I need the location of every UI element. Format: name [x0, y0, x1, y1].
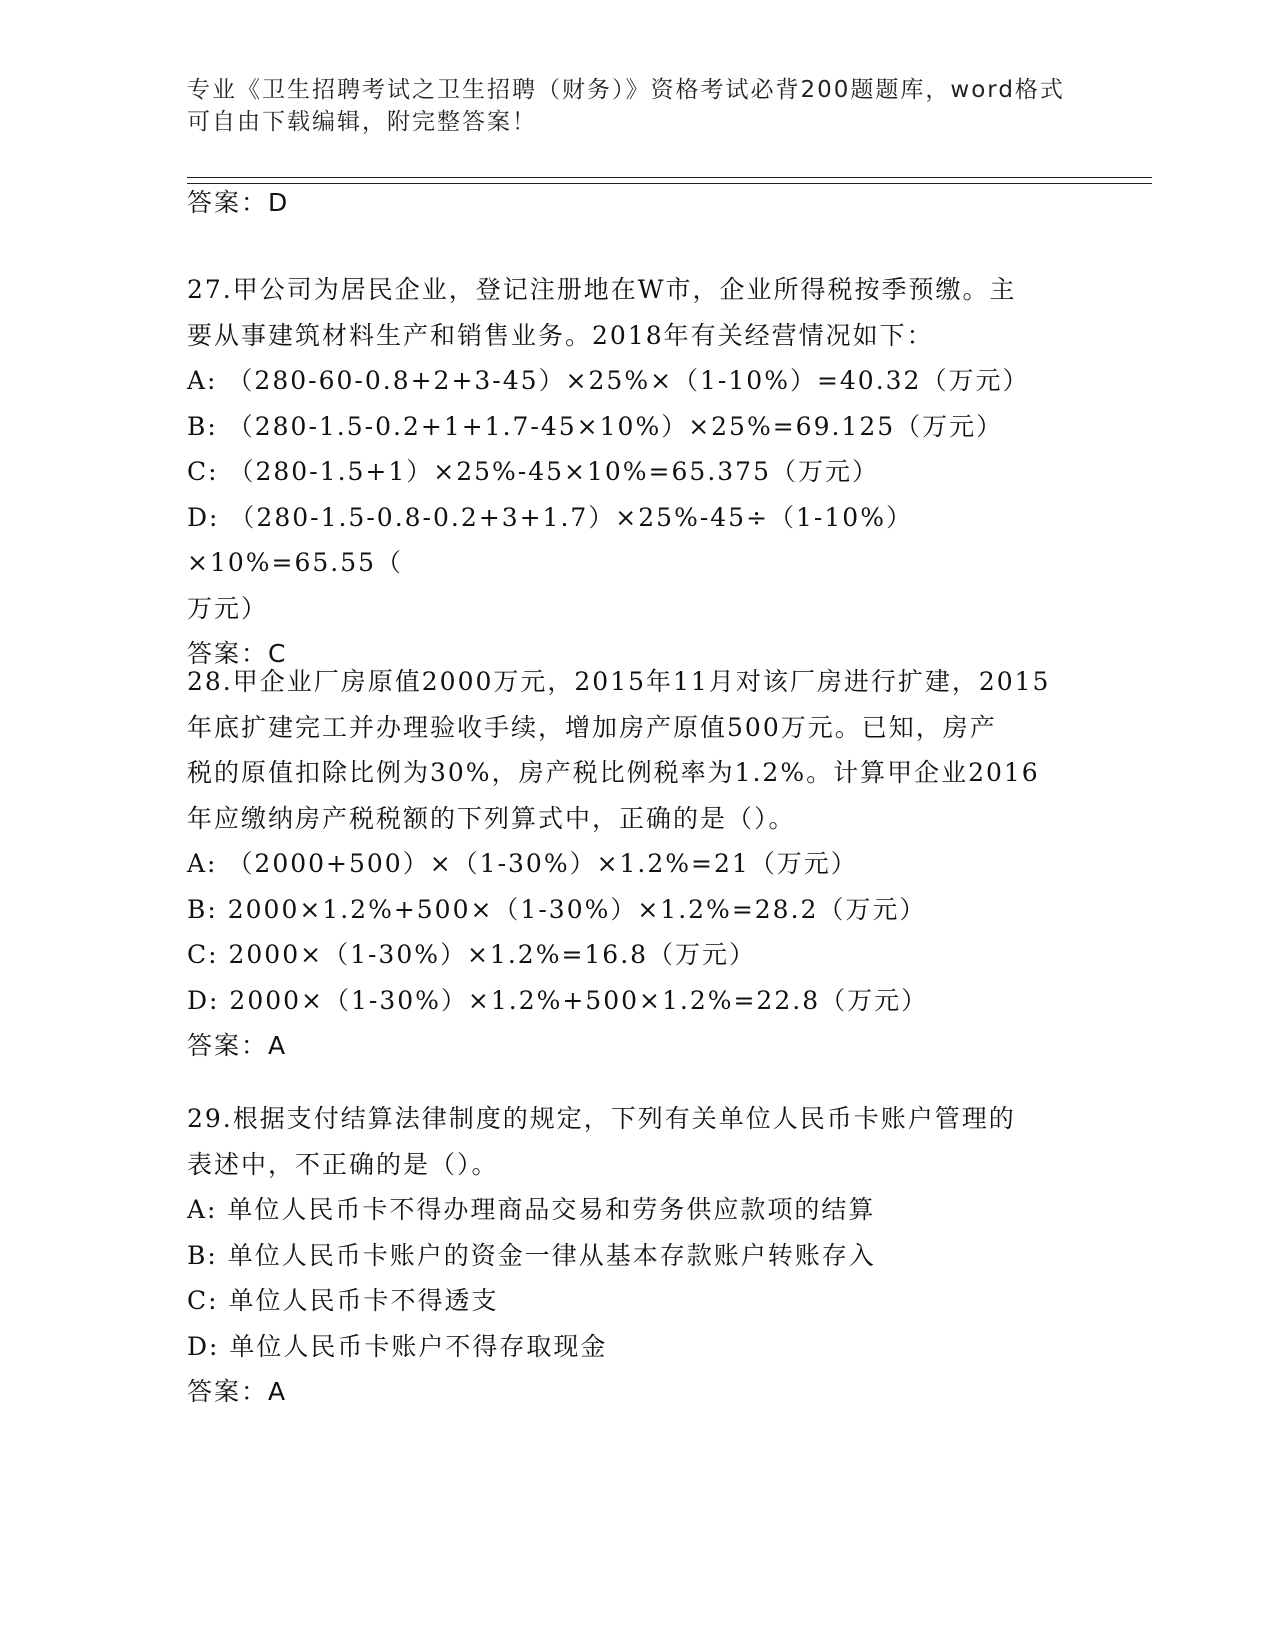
- previous-answer-block: [187, 180, 1087, 226]
- header-line-2: 可自由下载编辑，附完整答案！: [187, 109, 537, 135]
- question-stem-line: 27.甲公司为居民企业，登记注册地在W市，企业所得税按季预缴。主: [187, 275, 1017, 304]
- option-b: B: 单位人民币卡账户的资金一律从基本存款账户转账存入: [187, 1240, 876, 1270]
- question-29: [187, 1096, 1087, 1415]
- option-d: D: 2000×（1-30%）×1.2%+500×1.2%=22.8（万元）: [187, 985, 929, 1015]
- document-header: [187, 74, 1067, 138]
- option-d-continued: 万元）: [187, 593, 269, 623]
- option-c: C: （280-1.5+1）×25%-45×10%=65.375（万元）: [187, 457, 879, 486]
- option-a: A: 单位人民币卡不得办理商品交易和劳务供应款项的结算: [187, 1195, 876, 1224]
- answer-text: 答案：A: [187, 1031, 288, 1060]
- option-b: B: （280-1.5-0.2+1+1.7-45×10%）×25%=69.125（万元）: [187, 411, 1004, 441]
- question-stem-line: 年应缴纳房产税税额的下列算式中，正确的是（）。: [187, 803, 796, 833]
- option-a: A: （280-60-0.8+2+3-45）×25%×（1-10%）=40.32（万元）: [187, 366, 1030, 395]
- question-stem-line: 要从事建筑材料生产和销售业务。2018年有关经营情况如下：: [187, 320, 934, 350]
- header-line-1: 专业《卫生招聘考试之卫生招聘（财务）》资格考试必背200题题库，word格式: [187, 77, 1065, 103]
- option-d: D: 单位人民币卡账户不得存取现金: [187, 1331, 608, 1361]
- question-stem-line: 年底扩建完工并办理验收手续，增加房产原值500万元。已知，房产: [187, 712, 997, 742]
- answer-text: 答案：A: [187, 1377, 288, 1406]
- question-stem-line: 29.根据支付结算法律制度的规定，下列有关单位人民币卡账户管理的: [187, 1104, 1016, 1133]
- header-divider-top: [187, 177, 1152, 178]
- answer-text: 答案：C: [187, 639, 288, 668]
- option-a: A: （2000+500）×（1-30%）×1.2%=21（万元）: [187, 849, 858, 878]
- option-c: C: 2000×（1-30%）×1.2%=16.8（万元）: [187, 940, 757, 969]
- question-27: [187, 267, 1087, 677]
- option-c: C: 单位人民币卡不得透支: [187, 1286, 499, 1315]
- question-28: [187, 659, 1087, 1069]
- question-stem-line: 28.甲企业厂房原值2000万元，2015年11月对该厂房进行扩建，2015: [187, 667, 1051, 696]
- question-stem-line: 税的原值扣除比例为30%，房产税比例税率为1.2%。计算甲企业2016: [187, 758, 1040, 787]
- question-stem-line: 表述中，不正确的是（）。: [187, 1149, 499, 1179]
- answer-text: 答案：D: [187, 188, 290, 217]
- option-b: B: 2000×1.2%+500×（1-30%）×1.2%=28.2（万元）: [187, 894, 927, 924]
- option-d: D: （280-1.5-0.8-0.2+3+1.7）×25%-45÷（1-10%）×10%=65.55（: [187, 502, 913, 577]
